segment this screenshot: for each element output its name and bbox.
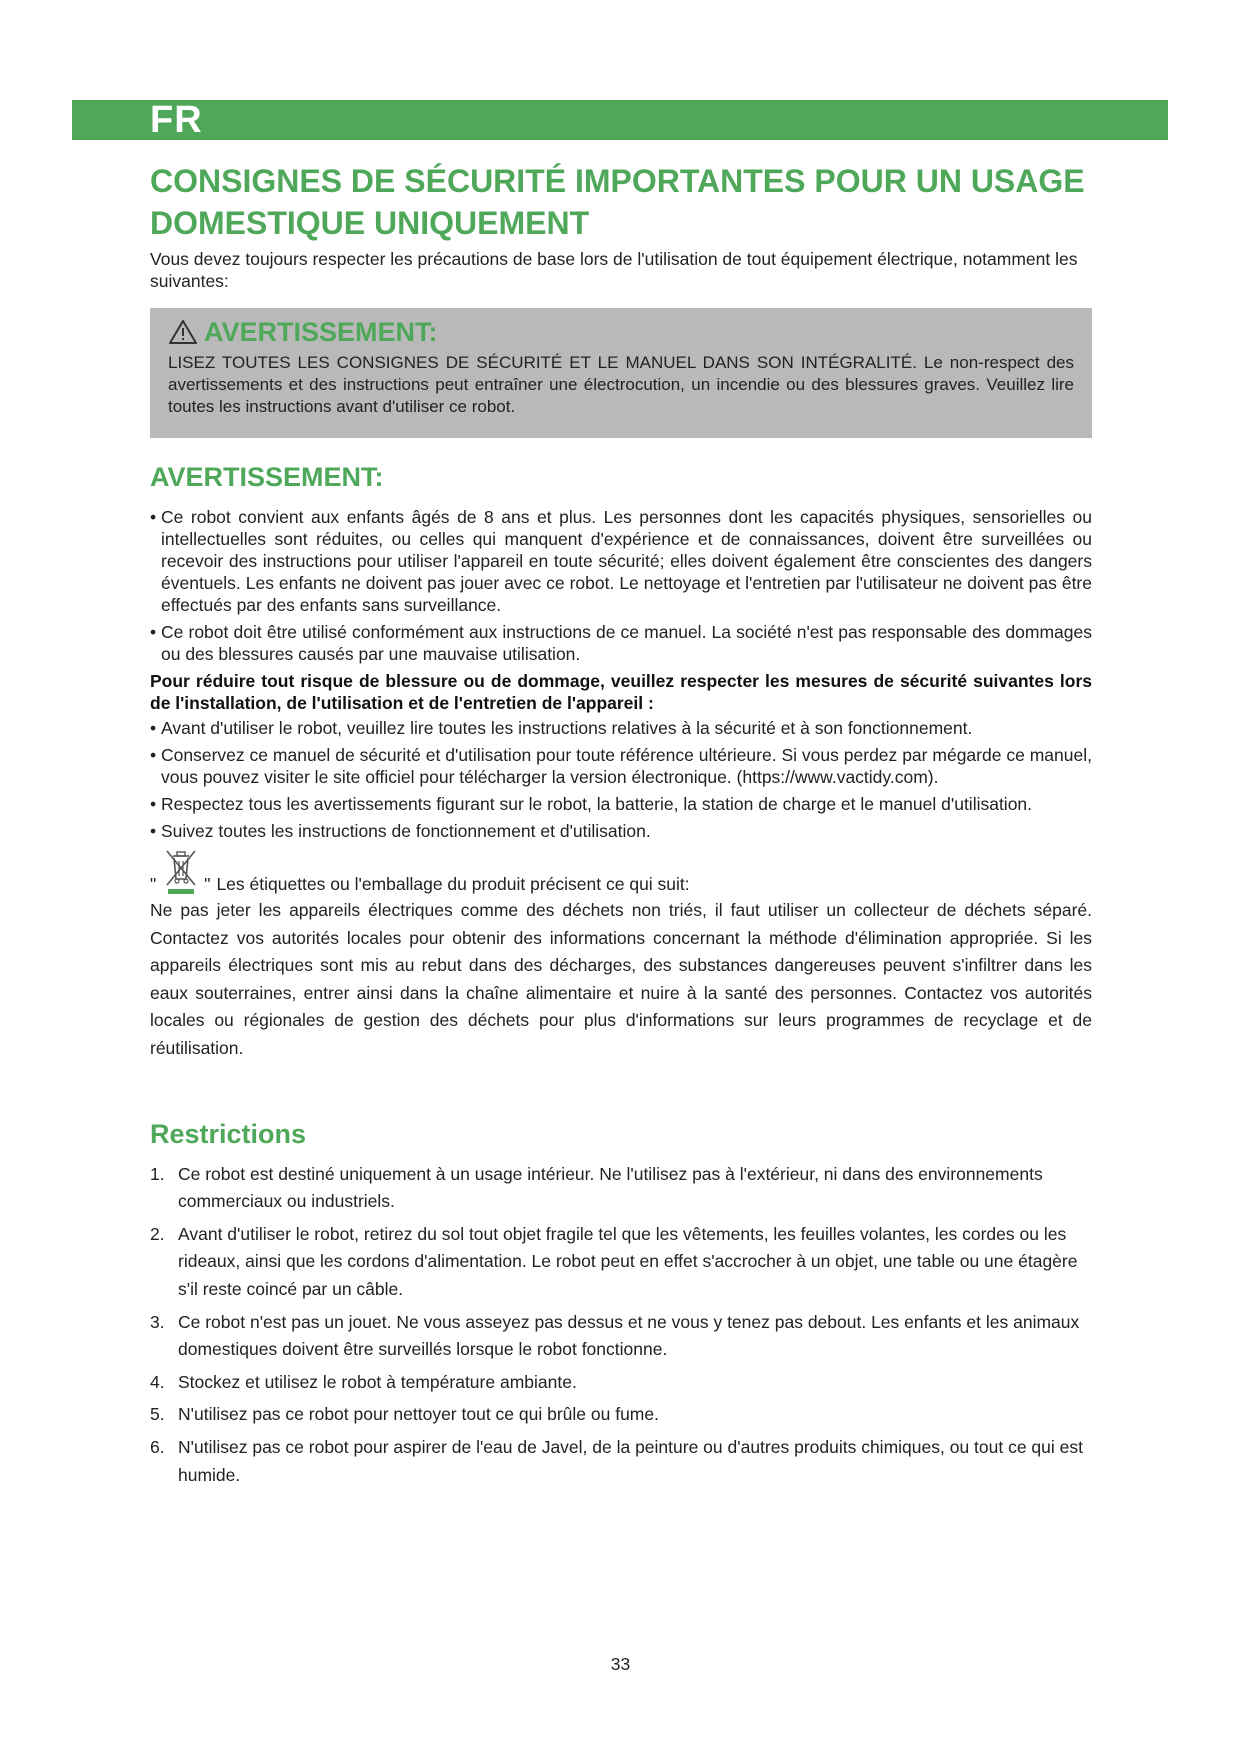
page-content — [150, 160, 1092, 1494]
list-item: • Conservez ce manuel de sécurité et d'utilisation pour toute référence ultérieure. Si vous perdez par mégarde ce manuel, vous pouvez visiter le site officiel pour télécharger la version électronique. (https://www.vactidy.com). — [150, 744, 1092, 788]
list-item — [150, 1221, 1092, 1304]
list-item — [150, 1434, 1092, 1489]
warning-box-title: AVERTISSEMENT: — [204, 317, 438, 347]
safety-measures-paragraph: Pour réduire tout risque de blessure ou de dommage, veuillez respecter les mesures de sécurité suivantes lors de l'installation, de l'utilisation et de l'entretien de l'appareil : — [150, 671, 1092, 713]
crossed-out-bin-icon — [158, 847, 202, 895]
list-item: • Suivez toutes les instructions de fonctionnement et d'utilisation. — [150, 820, 1092, 842]
warning-box — [150, 308, 1092, 438]
item-number: 4. — [150, 1371, 165, 1392]
page-title: CONSIGNES DE SÉCURITÉ IMPORTANTES POUR UN USAGE DOMESTIQUE UNIQUEMENT — [150, 163, 1085, 241]
list-item — [150, 1309, 1092, 1364]
warning-box-text: LISEZ TOUTES LES CONSIGNES DE SÉCURITÉ ET LE MANUEL DANS SON INTÉGRALITÉ. Le non-respect des avertissements et des instructions peut entraîner une électrocution, un incendie ou des blessures graves. Veuillez lire toutes les instructions avant d'utiliser ce robot. — [168, 353, 1074, 416]
list-item: • Respectez tous les avertissements figurant sur le robot, la batterie, la station de charge et le manuel d'utilisation. — [150, 793, 1092, 815]
warning-section-title: AVERTISSEMENT: — [150, 462, 384, 492]
weee-label-line — [150, 847, 1092, 895]
page-number: 33 — [610, 1654, 631, 1674]
restrictions-list — [150, 1161, 1092, 1490]
item-text: Stockez et utilisez le robot à température ambiante. — [178, 1371, 577, 1392]
warning-triangle-icon — [168, 319, 198, 345]
list-item: • Avant d'utiliser le robot, veuillez lire toutes les instructions relatives à la sécurité et à son fonctionnement. — [150, 717, 1092, 739]
quote-open: " — [150, 874, 157, 894]
restrictions-title: Restrictions — [150, 1118, 307, 1149]
list-item: • Ce robot doit être utilisé conformément aux instructions de ce manuel. La société n'est pas responsable des dommages ou des blessures causés par une mauvaise utilisation. — [150, 621, 1092, 665]
list-item — [150, 1401, 1092, 1429]
item-number: 5. — [150, 1404, 165, 1425]
language-header-bar — [72, 100, 1168, 140]
item-number: 2. — [150, 1223, 165, 1244]
warning-bullets-a — [150, 506, 1092, 665]
intro-text: Vous devez toujours respecter les précautions de base lors de l'utilisation de tout équipement électrique, notamment les suivantes: — [150, 249, 1078, 291]
weee-paragraph: Ne pas jeter les appareils électriques comme des déchets non triés, il faut utiliser un collecteur de déchets séparé. Contactez vos autorités locales pour obtenir des informations concernant la méthode d'élimination appropriée. Si les appareils électriques sont mis au rebut dans des décharges, des substances dangereuses peuvent s'infiltrer dans les eaux souterraines, entrer ainsi dans la chaîne alimentaire et nuire à la santé des personnes. Contactez vos autorités locales ou régionales de gestion des déchets pour plus d'informations sur leurs programmes de recyclage et de réutilisation. — [150, 900, 1092, 1058]
list-item: • Ce robot convient aux enfants âgés de 8 ans et plus. Les personnes dont les capacités physiques, sensorielles ou intellectuelles sont réduites, ou celles qui manquent d'expérience et de connaissances, doivent être surveillées ou recevoir des instructions pour utiliser l'appareil en toute sécurité; elles doivent également être conscientes des dangers éventuels. Les enfants ne doivent pas jouer avec ce robot. Le nettoyage et l'entretien par l'utilisateur ne doivent pas être effectués par des enfants sans surveillance. — [150, 506, 1092, 616]
warning-box-header — [168, 316, 1074, 348]
item-text: Avant d'utiliser le robot, retirez du sol tout objet fragile tel que les vêtements, les feuilles volantes, les cordes ou les rideaux, ainsi que les cordons d'alimentation. Le robot peut en effet s'accrocher à un objet, une table ou une étagère s'il reste coincé par un câble. — [178, 1223, 1078, 1299]
item-text: N'utilisez pas ce robot pour aspirer de l'eau de Javel, de la peinture ou d'autres produits chimiques, ou tout ce qui est humide. — [178, 1436, 1083, 1485]
item-number: 3. — [150, 1311, 165, 1332]
warning-bullets-b — [150, 717, 1092, 842]
list-item — [150, 1161, 1092, 1216]
item-number: 6. — [150, 1436, 165, 1457]
item-text: N'utilisez pas ce robot pour nettoyer tout ce qui brûle ou fume. — [178, 1404, 659, 1425]
list-item — [150, 1369, 1092, 1397]
weee-label-text: Les étiquettes ou l'emballage du produit précisent ce qui suit: — [216, 874, 690, 894]
language-code: FR — [150, 99, 203, 141]
item-text: Ce robot n'est pas un jouet. Ne vous asseyez pas dessus et ne vous y tenez pas debout. Les enfants et les animaux domestiques doivent être surveillés lorsque le robot fonctionne. — [178, 1311, 1080, 1360]
item-number: 1. — [150, 1163, 165, 1184]
quote-close: " — [204, 874, 211, 894]
item-text: Ce robot est destiné uniquement à un usage intérieur. Ne l'utilisez pas à l'extérieur, ni dans des environnements commerciaux ou industriels. — [178, 1163, 1043, 1212]
